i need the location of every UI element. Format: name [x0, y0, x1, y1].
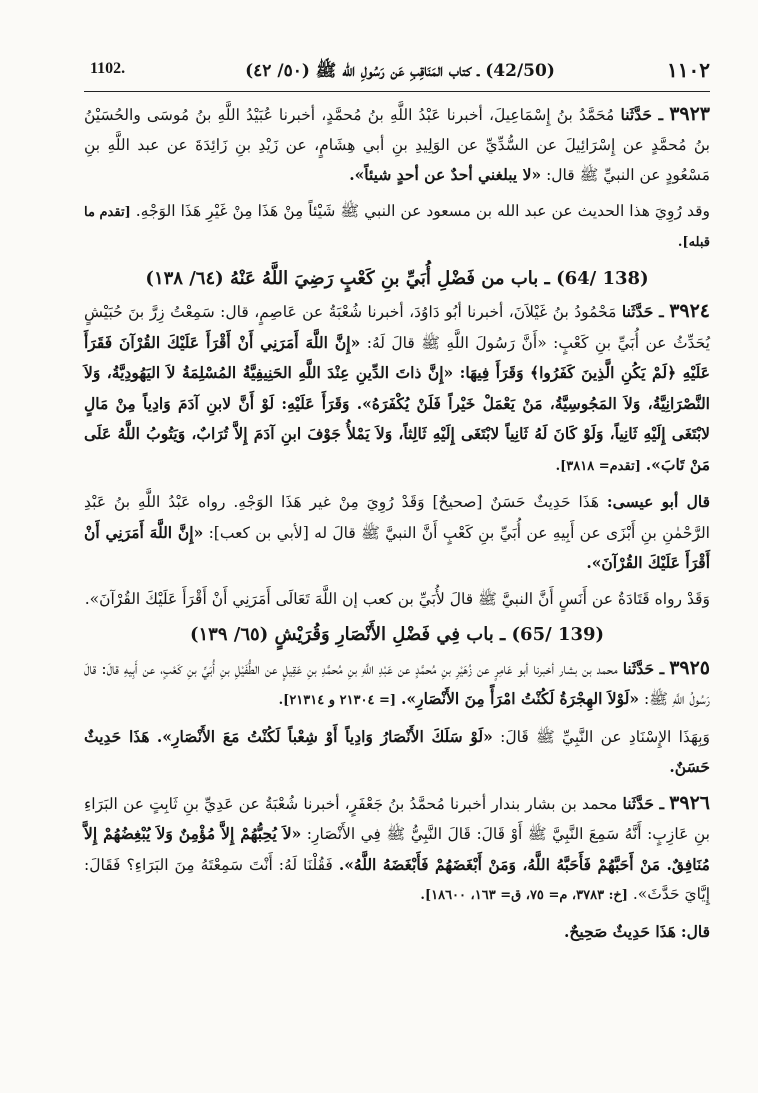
hadith-marker: ـ حَدَّثَنا [622, 658, 665, 678]
second-isnad: وَبِهَذَا الإِسْنَادِ عن النَّبِيِّ ﷺ قَالَ: [500, 727, 710, 746]
hadith-marker: ـ حَدَّثَنا [621, 302, 664, 321]
hadith-3926-grade [84, 917, 710, 948]
cross-reference: [تقدم= ٣٨١٨]. [555, 458, 641, 474]
hadith-marker: ـ حَدَّثَنا [620, 105, 664, 124]
hadith-3925 [84, 654, 710, 716]
cross-reference: [خ: ٣٧٨٣، م= ٧٥، ق= ١٦٣، ١٨٦٠٠]. [420, 888, 628, 903]
hadith-number: ٣٩٢٣ [669, 103, 711, 125]
chapter-number-arabic: (٦٤/ ١٣٨) [145, 267, 224, 289]
grade-label: قال: [680, 921, 710, 941]
hadith-marker: ـ حَدَّثَنا [622, 793, 665, 813]
comment-quote: «إِنَّ اللَّهَ أَمَرَنِي أَنْ أَقْرَأَ عَلَيْكَ القُرْآنَ». [84, 522, 710, 572]
hadith-question: فَقُلْنَا لَهُ: أَنْتَ سَمِعْتَهُ مِنَ البَرَاءِ؟ فَقَالَ: إِيَّايَ حَدَّثَ». [84, 855, 710, 903]
chapter-title: ـ باب من فَضْلِ أُبَيِّ بنِ كَعْبٍ رَضِيَ اللَّهُ عَنْهُ [229, 267, 550, 289]
hadith-isnad: مَحْمُودُ بنُ غَيْلاَنَ، أخبرنا أبُو دَاوُدَ، أخبرنا شُعْبَةُ عن عَاصِمٍ، قال: سَمِعْتُ زِرَّ بنَ حُبَيْشٍ يُحَدِّثُ عن أُبَيِّ بنِ كَعْبٍ: «أَنَّ رَسُولَ اللَّهِ ﷺ قالَ لَهُ: [84, 303, 710, 352]
chapter-number-latin: (64/ 138) [556, 267, 649, 289]
chapter-heading-64 [84, 264, 710, 294]
page-body [84, 100, 710, 953]
header-rule [84, 91, 710, 92]
chapter-number-arabic: (٦٥/ ١٣٩) [189, 624, 269, 645]
hadith-3923-note [84, 197, 710, 258]
hadith-isnad: محمد بن بشار بندار أخبرنا مُحمَّدُ بنُ جَعْفَرٍ، أخبرنا شُعْبَةُ عن عَدِيِّ بنِ ثَابِتٍ عن البَرَاءِ بنِ عَازِبٍ: أَنَّهُ سَمِعَ النَّبِيَّ ﷺ أَوْ قَالَ: قَالَ النَّبِيُّ ﷺ فِي الأَنْصَارِ: [84, 794, 710, 843]
hadith-3925-second [84, 722, 710, 783]
cross-reference: [تقدم ما قبله]. [84, 204, 710, 250]
note-text: وَقَدْ رواه قَتَادَةُ عن أَنَسٍ أَنَّ النبيَّ ﷺ قالَ لأُبَيِّ بن كعب إن اللَّهَ تَعَالَى أَمَرَنِي أَنْ أَقْرَأَ عَلَيْكَ القُرْآنَ». [84, 589, 710, 608]
hadith-matn: «لاَ يُحِبُّهُمْ إِلاَّ مُؤْمِنٌ وَلاَ يُبْغِضُهُمْ إِلاَّ مُنَافِقٌ. مَنْ أَحَبَّهُمْ فَأَحَبَّهُ اللَّهُ، وَمَنْ أَبْغَضَهُمْ فَأَبْغَضَهُ اللَّهُ». [84, 824, 710, 874]
cross-reference: [= ٢١٣٠٤ و ٢١٣١٤]. [278, 693, 397, 708]
hadith-matn: «لا يبلغني أحدٌ عن أحدٍ شيئاً». [349, 165, 542, 184]
chapter-heading-65 [84, 620, 710, 650]
hadith-3924 [84, 297, 710, 481]
hadith-grade: هَذَا حَدِيثٌ صَحِيحٌ. [564, 921, 676, 941]
abu-isa-comment [84, 487, 710, 579]
qatada-note [84, 585, 710, 615]
comment-text: هَذَا حَدِيثٌ حَسَنٌ [صحيحٌ] وَقَدْ رُوِيَ مِنْ غير هَذَا الوَجْهِ. رواه عَبْدُ اللَّهِ بنُ عَبْدِ الرَّحْمٰنِ بنِ أَبْزَى عن أَبِيهِ عن أُبَيِّ بنِ كَعْبٍ أَنَّ النبيَّ ﷺ قالَ له [لأبي بن كعب]: [84, 493, 710, 542]
page-header [90, 58, 710, 88]
chapter-title: ـ باب فِي فَضْلِ الأَنْصَارِ وَقُرَيْشٍ [274, 624, 506, 645]
page-number-latin: 1102. [90, 60, 126, 77]
running-title: (42/50) ـ كتاب المَنَاقِبِ عَن رَسُولِ الله ﷺ (٥٠/ ٤٢) [245, 61, 555, 81]
page-number-arabic: ١١٠٢ [667, 58, 710, 82]
hadith-number: ٣٩٢٤ [669, 300, 711, 322]
hadith-3923 [84, 100, 710, 191]
second-matn: «لَوْ سَلَكَ الأَنْصَارُ وَادِياً أَوْ شِعْباً لَكُنْتُ مَعَ الأَنْصَارِ». [156, 726, 493, 746]
hadith-grade: هَذَا حَدِيثٌ حَسَنٌ. [84, 726, 710, 776]
hadith-isnad: محمد بن بشار أخبرنا أبو عَامِرٍ عن زُهَيْرِ بنِ مُحمَّدٍ عن عَبْدِ اللَّهِ بنِ مُحمَّدِ بنِ عَقِيلٍ عن الطُّفَيْلِ بنِ أُبَيِّ بنِ كَعْبٍ، عن أَبِيهِ قالَ: قالَ رَسُولُ اللَّهِ ﷺ: [84, 659, 710, 708]
comment-label: قال أبو عيسى: [606, 492, 710, 511]
hadith-matn: «لَوْلاَ الهِجْرَةُ لَكُنْتُ امْرَأً مِنَ الأَنْصَارِ». [401, 689, 640, 708]
hadith-isnad: مُحَمَّدُ بنُ إِسْمَاعِيلَ، أخبرنا عَبْدُ اللَّهِ بنُ مُحمَّدٍ، أخبرنا عُبَيْدُ اللَّهِ بنُ مُوسَى والحُسَيْنُ بنُ مُحمَّدٍ عن إِسْرَائِيلَ عن السُّدِّيِّ عن الوَلِيدِ بنِ أبي هِشَامٍ، عن زَيْدِ بنِ زَائِدَةَ عن عبد اللَّهِ بنِ مَسْعُودٍ عن النبيِّ ﷺ قال: [84, 106, 710, 184]
hadith-3926 [84, 789, 710, 911]
note-text: وقد رُوِيَ هذا الحديث عن عبد الله بن مسعود عن النبي ﷺ شَيْئاً مِنْ هَذَا مِنْ غَيْرِ هَذَا الوَجْهِ. [135, 201, 710, 220]
hadith-number: ٣٩٢٦ [669, 791, 710, 814]
hadith-number: ٣٩٢٥ [669, 656, 711, 679]
chapter-number-latin: (65/ 139) [511, 624, 605, 645]
hadith-matn: «إِنَّ اللَّهَ أَمَرَنِي أَنْ أَقْرَأَ عَلَيْكَ القُرْآنَ فَقَرَأَ عَلَيْهِ ﴿لَمْ يَكُنِ الَّذِينَ كَفَرُوا﴾ وَقَرَأَ فِيهَا: «إِنَّ ذاتَ الدِّينِ عِنْدَ اللَّهِ الحَنِيفِيَّةُ المُسْلِمَةُ لاَ اليَهُودِيَّةُ، وَلاَ النَّصْرَانِيَّةُ، وَلاَ المَجُوسِيَّةُ، مَنْ يَعْمَلْ خَيْراً فَلَنْ يُكْفَرَهُ». وَقَرَأَ عَلَيْهِ: لَوْ أَنَّ لابنِ آدَمَ وَادِياً مِنْ مَالٍ لابْتَغَى إِلَيْهِ ثَانِياً، وَلَوْ كَانَ لَهُ ثَانِياً لابْتَغَى إِلَيْهِ ثَالِثاً، وَلاَ يَمْلأُ جَوْفَ ابنِ آدَمَ إِلاَّ تُرَابٌ، وَيَتُوبُ اللَّهُ عَلَى مَنْ تَابَ». [84, 332, 710, 474]
